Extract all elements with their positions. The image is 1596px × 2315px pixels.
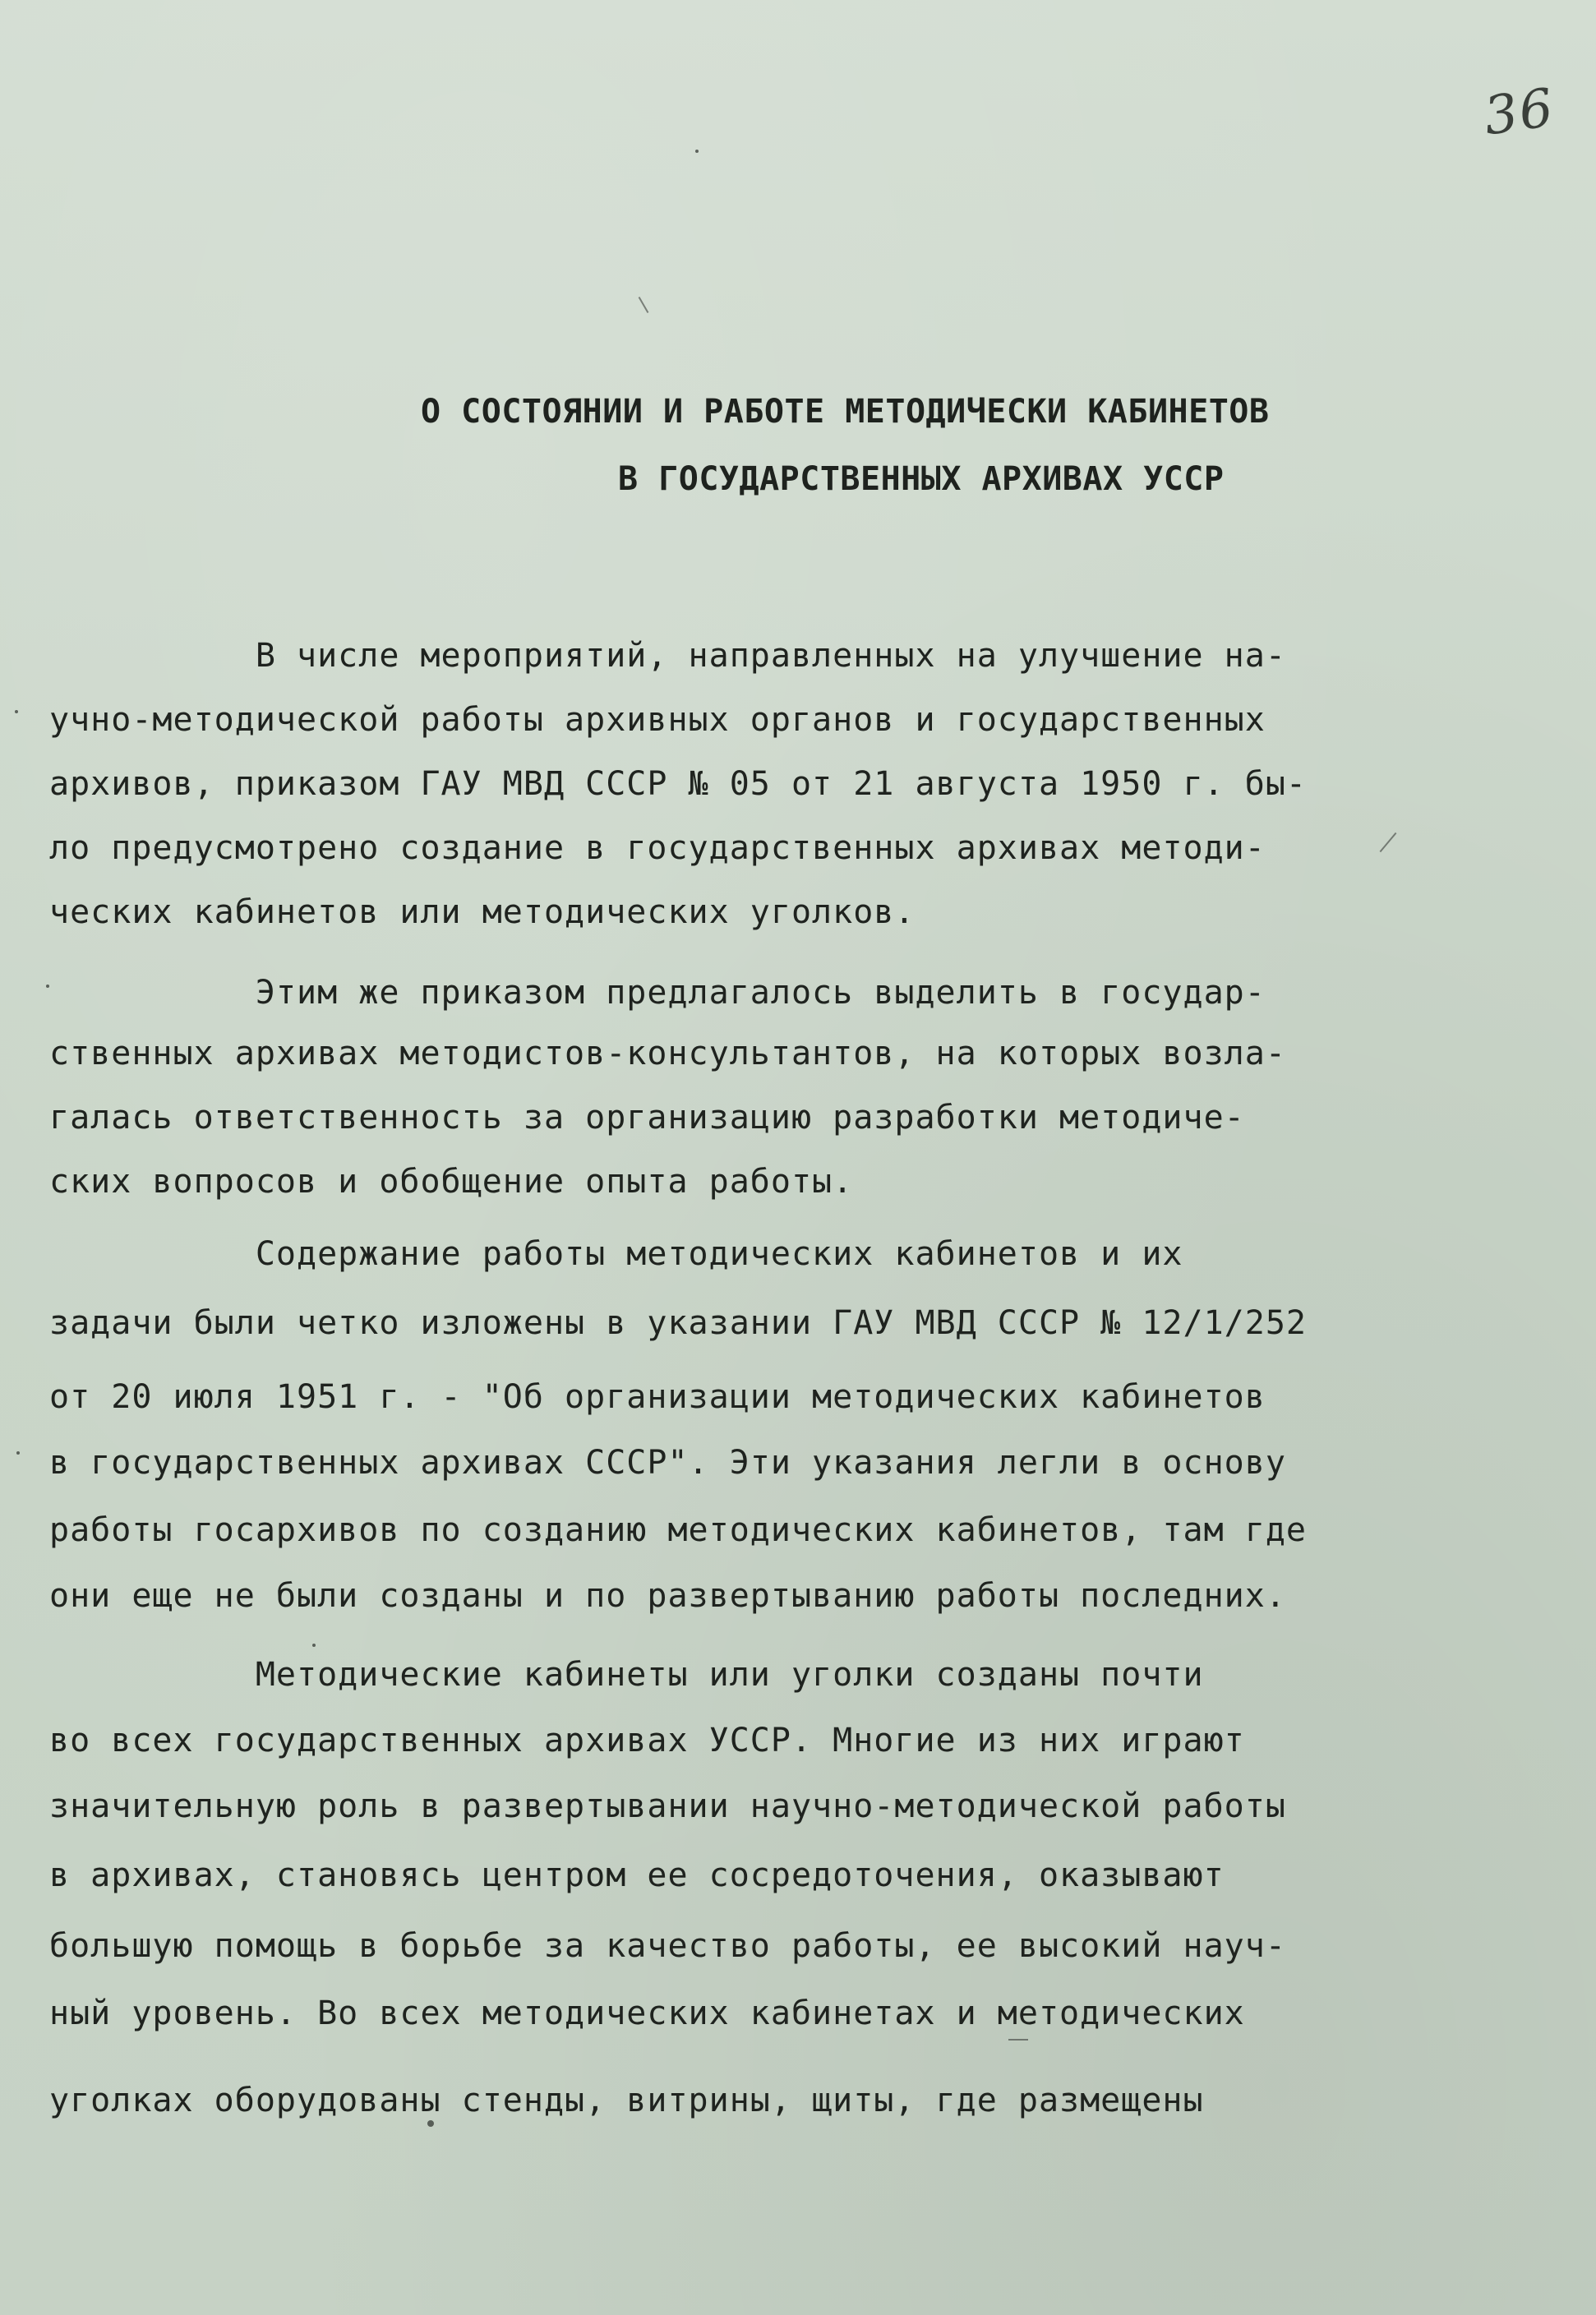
body-line: уголках оборудованы стенды, витрины, щиты, где размещены [49, 2082, 1204, 2119]
scan-speck [15, 710, 18, 713]
body-line: задачи были четко изложены в указании ГАУ МВД СССР № 12/1/252 [49, 1304, 1308, 1342]
body-line: значительную роль в развертывании научно-методической работы [49, 1787, 1286, 1825]
document-title-line-1: О СОСТОЯНИИ И РАБОТЕ МЕТОДИЧЕСКИ КАБИНЕТОВ [421, 393, 1270, 431]
body-line: работы госархивов по созданию методических кабинетов, там где [49, 1511, 1308, 1549]
scan-speck [16, 1451, 20, 1455]
body-line: галась ответственность за организацию разработки методиче- [49, 1099, 1245, 1137]
body-line: они еще не были созданы и по развертыванию работы последних. [49, 1577, 1286, 1615]
scan-mark [1008, 2039, 1028, 2041]
document-title-line-2: В ГОСУДАРСТВЕННЫХ АРХИВАХ УССР [618, 460, 1225, 498]
page-number: 36 [1480, 77, 1559, 148]
body-line: Методические кабинеты или уголки созданы почти [49, 1656, 1204, 1694]
body-line: ло предусмотрено создание в государственных архивах методи- [49, 829, 1266, 867]
body-line: в архивах, становясь центром ее сосредоточения, оказывают [49, 1856, 1225, 1894]
scan-speck [427, 2120, 434, 2127]
body-line: ственных архивах методистов-консультантов, на которых возла- [49, 1035, 1286, 1072]
body-line: Этим же приказом предлагалось выделить в государ- [49, 974, 1266, 1012]
body-line: ный уровень. Во всех методических кабинетах и методических [49, 1994, 1245, 2032]
body-line: ских вопросов и обобщение опыта работы. [49, 1163, 854, 1201]
body-line: В числе мероприятий, направленных на улучшение на- [49, 637, 1286, 675]
body-line: архивов, приказом ГАУ МВД СССР № 05 от 21 августа 1950 г. бы- [49, 765, 1308, 803]
body-line: ческих кабинетов или методических уголков. [49, 893, 916, 931]
body-line: во всех государственных архивах УССР. Многие из них играют [49, 1722, 1245, 1759]
scan-speck [312, 1644, 316, 1647]
body-line: в государственных архивах СССР". Эти указания легли в основу [49, 1444, 1286, 1482]
body-line: Содержание работы методических кабинетов и их [49, 1235, 1183, 1273]
body-line: большую помощь в борьбе за качество работы, ее высокий науч- [49, 1927, 1286, 1965]
scan-speck [46, 985, 49, 988]
body-line: от 20 июля 1951 г. - "Об организации методических кабинетов [49, 1378, 1266, 1416]
scan-speck [695, 150, 699, 153]
body-line: учно-методической работы архивных органов и государственных [49, 701, 1266, 739]
scan-mark [639, 297, 649, 313]
